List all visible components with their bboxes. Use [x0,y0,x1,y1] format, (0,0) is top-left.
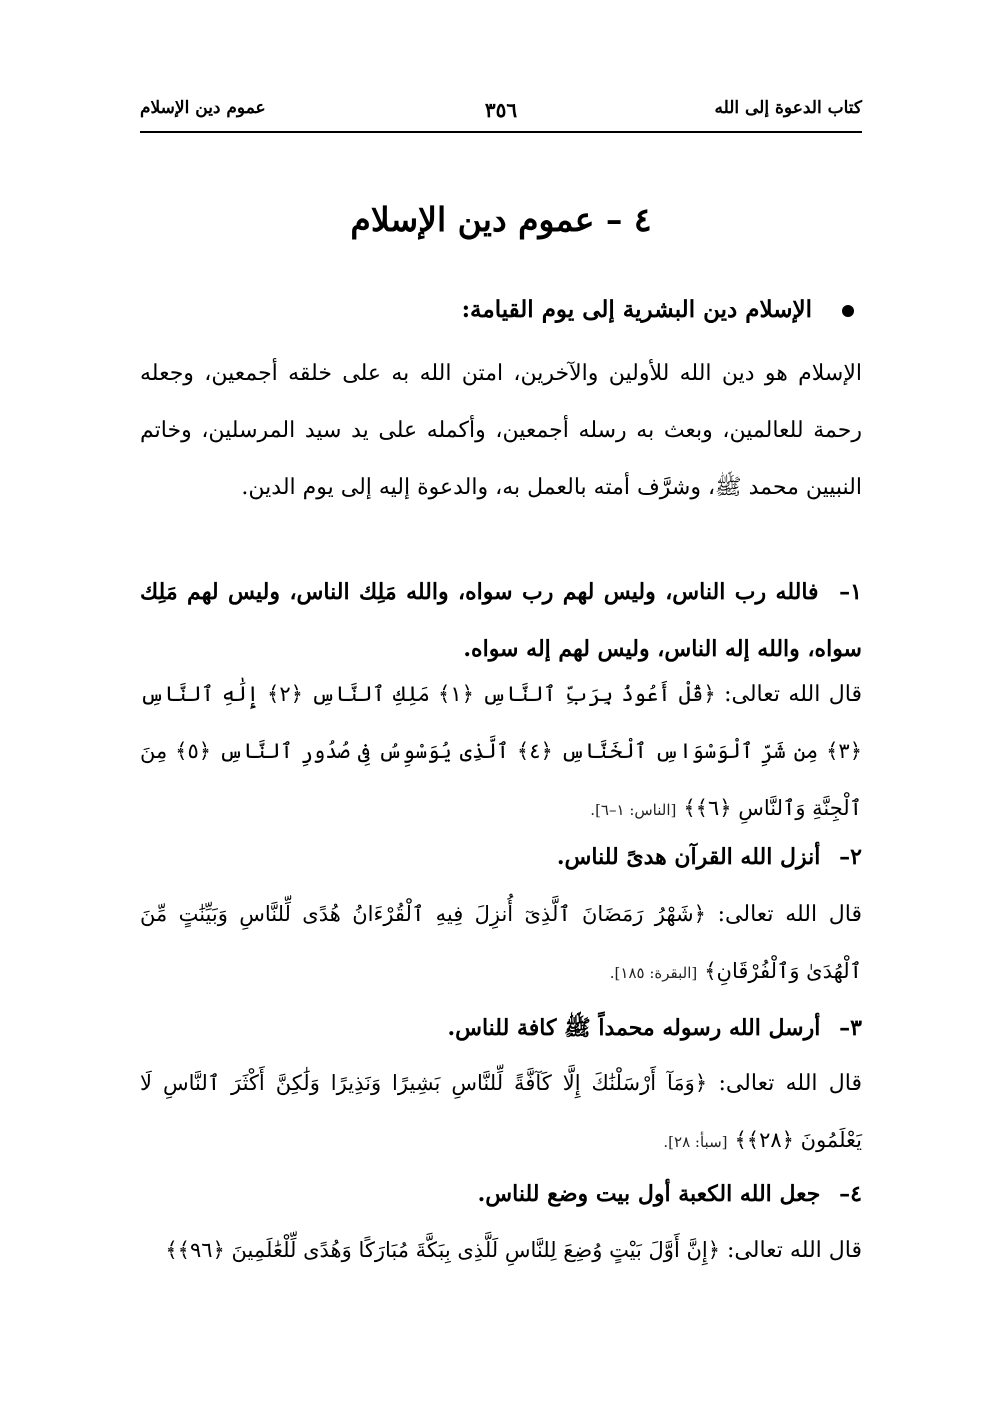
bullet-icon [842,305,854,317]
point-1-quote [140,666,862,839]
point-2-marker: ٢– [839,844,862,870]
point-1-heading-text: فالله رب الناس، وليس لهم رب سواه، والله مَلِك الناس، وليس لهم مَلِك سواه، والله إله الناس، وليس لهم إله سواه. [140,579,862,662]
section-heading-text: الإسلام دين البشرية إلى يوم القيامة: [461,296,812,323]
point-2-quote [140,886,862,1002]
header-book-title: كتاب الدعوة إلى الله [714,98,862,118]
point-1-reference: [الناس: ١–٦]. [590,801,677,819]
point-4-heading-text: جعل الله الكعبة أول بيت وضع للناس. [477,1181,821,1207]
point-3-intro: قال الله تعالى: [718,1071,863,1096]
header-page-number: ٣٥٦ [484,98,518,122]
point-4-heading [140,1166,862,1223]
point-4-marker: ٤– [839,1181,862,1207]
point-4-ayah: ﴿إِنَّ أَوَّلَ بَيْتٍ وُضِعَ لِلنَّاسِ لَلَّذِى بِبَكَّةَ مُبَارَكًا وَهُدًى لِّلْعَٰلَمِينَ ﴿٩٦﴾﴾ [165,1238,721,1262]
point-2-heading-text: أنزل الله القرآن هدىً للناس. [556,844,821,870]
point-2-heading [140,829,862,886]
point-1-intro: قال الله تعالى: [724,682,862,707]
header-chapter-title: عموم دين الإسلام [140,98,266,118]
point-4-quote [140,1222,862,1279]
header-divider [140,131,862,133]
point-2-reference: [البقرة: ١٨٥]. [609,964,698,982]
point-2-intro: قال الله تعالى: [717,902,862,927]
point-3-reference: [سبأ: ٢٨]. [663,1133,728,1151]
point-1-marker: ١– [839,579,862,605]
point-1-ayah: ﴿قُلْ أَعُوذُ بِرَبِّ ٱلنَّاسِ ﴿١﴾ مَلِكِ ٱلنَّاسِ ﴿٢﴾ إِلَٰهِ ٱلنَّاسِ ﴿٣﴾ مِن شَرِّ ٱلْوَسْوَاسِ ٱلْخَنَّاسِ ﴿٤﴾ ٱلَّذِى يُوَسْوِسُ فِى صُدُورِ ٱلنَّاسِ ﴿٥﴾ مِنَ ٱلْجِنَّةِ وَٱلنَّاسِ ﴿٦﴾﴾ [140,682,862,820]
intro-paragraph: الإسلام هو دين الله للأولين والآخرين، امتن الله به على خلقه أجمعين، وجعله رحمة للعالمين، وبعث به رسله أجمعين، وأكمله على يد سيد المرسلين، وخاتم النبيين محمد ﷺ، وشرَّف أمته بالعمل به، والدعوة إليه إلى يوم الدين. [140,361,862,500]
point-1-heading [140,564,862,678]
point-3-marker: ٣– [839,1015,862,1041]
point-3-heading [140,1000,862,1057]
point-3-ayah: ﴿وَمَآ أَرْسَلْنَٰكَ إِلَّا كَآفَّةً لِّلنَّاسِ بَشِيرًا وَنَذِيرًا وَلَٰكِنَّ أَكْثَرَ ٱلنَّاسِ لَا يَعْلَمُونَ ﴿٢٨﴾﴾ [140,1071,862,1152]
point-3-heading-text: أرسل الله رسوله محمداً ﷺ كافة للناس. [447,1015,821,1041]
chapter-title: ٤ – عموم دين الإسلام [350,200,652,239]
point-2-ayah: ﴿شَهْرُ رَمَضَانَ ٱلَّذِىٓ أُنزِلَ فِيهِ ٱلْقُرْءَانُ هُدًى لِّلنَّاسِ وَبَيِّنَٰتٍ مِّنَ ٱلْهُدَىٰ وَٱلْفُرْقَانِ﴾ [140,902,862,983]
section-heading [140,290,862,330]
point-3-quote [140,1055,862,1171]
running-header [140,98,862,130]
point-4-intro: قال الله تعالى: [727,1238,862,1263]
